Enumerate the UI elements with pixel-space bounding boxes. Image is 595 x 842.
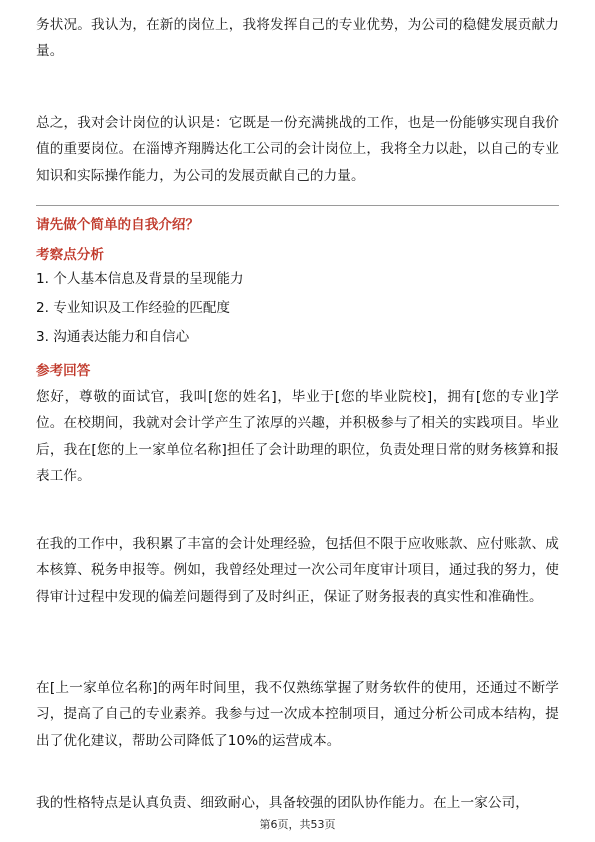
page-footer: 第6页，共53页 bbox=[259, 818, 336, 831]
analysis-item: 3. 沟通表达能力和自信心 bbox=[36, 329, 190, 345]
question-heading: 请先做个简单的自我介绍？ bbox=[36, 217, 200, 233]
answer-paragraph-4: 我的性格特点是认真负责、细致耐心，具备较强的团队协作能力。在上一家公司， bbox=[36, 795, 529, 811]
answer-paragraph-3: 在[上一家单位名称]的两年时间里，我不仅熟练掌握了财务软件的使用，还通过不断学习，提高了自己的专业素养。我参与过一次成本控制项目，通过分析公司成本结构，提出了优化建议，帮助公司降低了10%的运营成本。 bbox=[36, 680, 559, 749]
analysis-item: 1. 个人基本信息及背景的呈现能力 bbox=[36, 271, 244, 287]
section-divider bbox=[36, 205, 559, 206]
answer-paragraph-1: 您好，尊敬的面试官，我叫[您的姓名]，毕业于[您的毕业院校]，拥有[您的专业]学位。在校期间，我就对会计学产生了浓厚的兴趣，并积极参与了相关的实践项目。毕业后，我在[您的上一家单位名称]担任了会计助理的职位，负责处理日常的财务核算和报表工作。 bbox=[36, 389, 559, 485]
top-paragraph-2: 总之，我对会计岗位的认识是：它既是一份充满挑战的工作，也是一份能够实现自我价值的重要岗位。在淄博齐翔腾达化工公司的会计岗位上，我将全力以赴，以自己的专业知识和实际操作能力，为公司的发展贡献自己的力量。 bbox=[36, 115, 559, 184]
answer-heading: 参考回答 bbox=[36, 363, 91, 379]
top-paragraph-1: 务状况。我认为，在新的岗位上，我将发挥自己的专业优势，为公司的稳健发展贡献力量。 bbox=[36, 17, 559, 60]
analysis-item: 2. 专业知识及工作经验的匹配度 bbox=[36, 300, 231, 316]
analysis-heading: 考察点分析 bbox=[36, 247, 104, 263]
answer-paragraph-2: 在我的工作中，我积累了丰富的会计处理经验，包括但不限于应收账款、应付账款、成本核算、税务申报等。例如，我曾经处理过一次公司年度审计项目，通过我的努力，使得审计过程中发现的偏差问题得到了及时纠正，保证了财务报表的真实性和准确性。 bbox=[36, 536, 559, 605]
